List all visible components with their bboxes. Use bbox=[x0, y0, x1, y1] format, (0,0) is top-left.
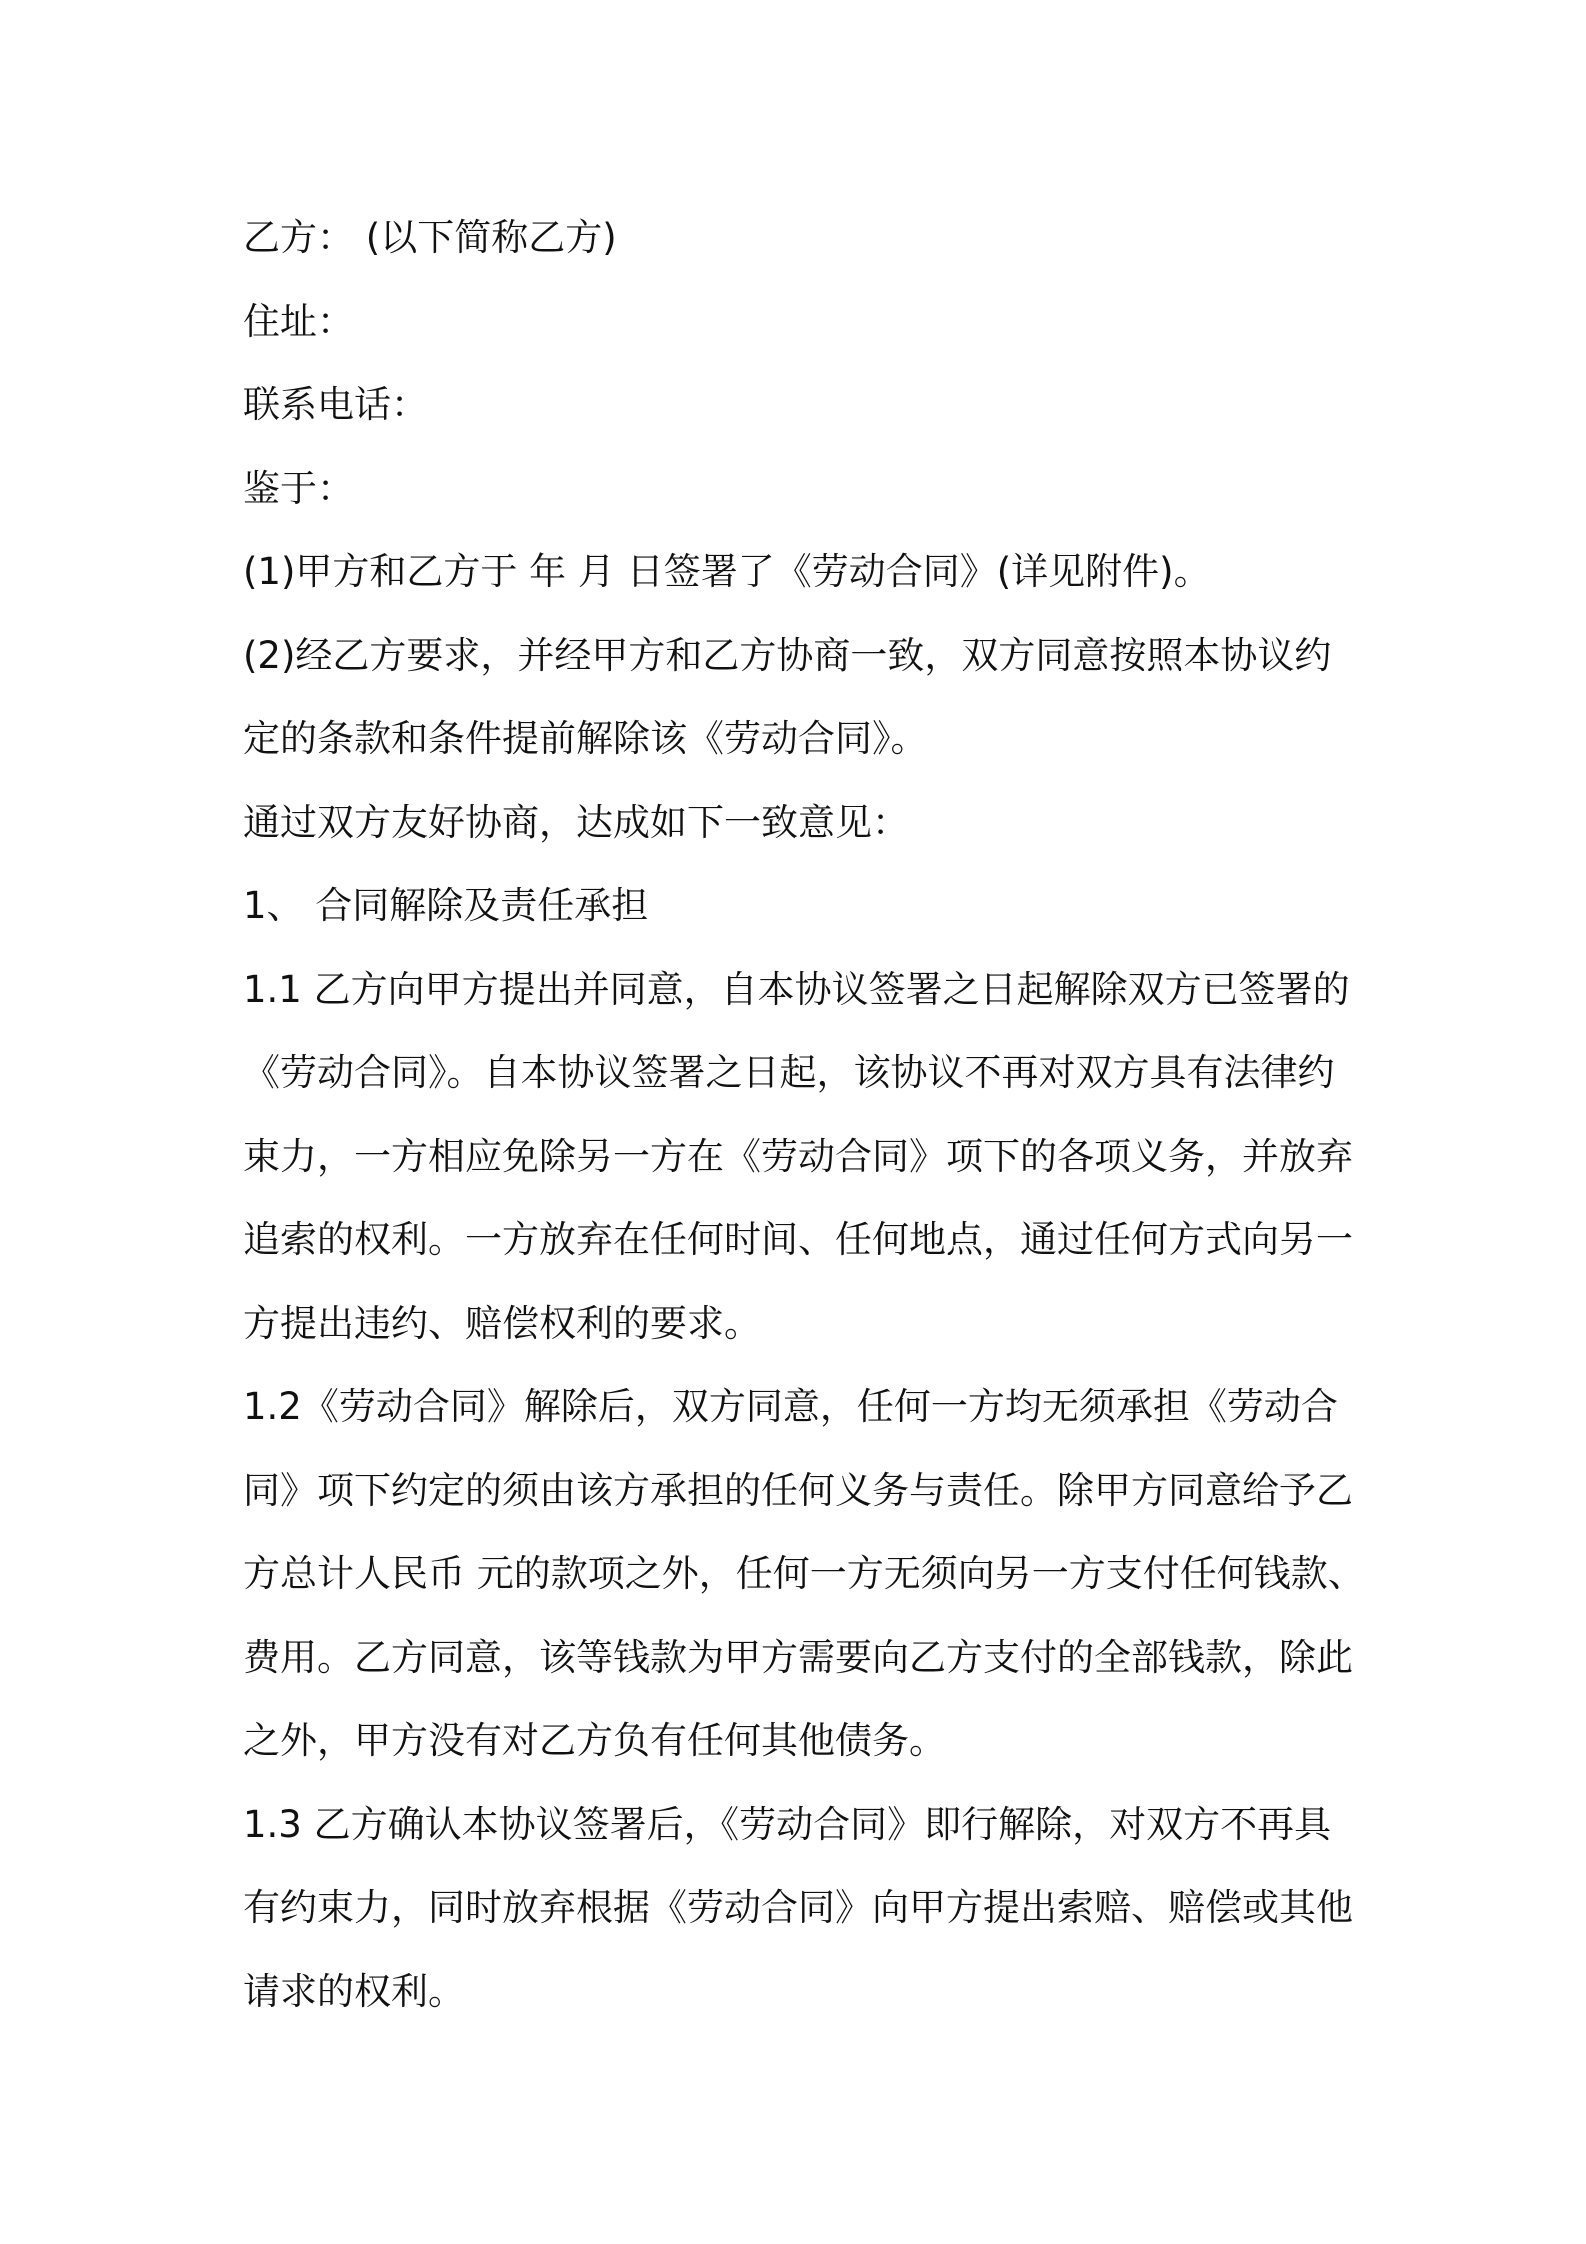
clause-1-1-line-4: 追索的权利。一方放弃在任何时间、任何地点，通过任何方式向另一 bbox=[243, 1218, 1353, 1261]
phone-line: 联系电话： bbox=[243, 383, 428, 426]
clause-1-2-line-1: 1.2《劳动合同》解除后，双方同意，任何一方均无须承担《劳动合 bbox=[243, 1385, 1338, 1428]
clause-1-3-line-2: 有约束力，同时放弃根据《劳动合同》向甲方提出索赔、赔偿或其他 bbox=[243, 1886, 1353, 1929]
whereas-line: 鉴于： bbox=[243, 466, 354, 510]
address-line: 住址： bbox=[243, 299, 354, 343]
section-1-heading: 1、 合同解除及责任承担 bbox=[243, 884, 649, 927]
recital-2-line-1: (2)经乙方要求，并经甲方和乙方协商一致，双方同意按照本协议约 bbox=[243, 633, 1332, 677]
clause-1-3-line-3: 请求的权利。 bbox=[243, 1969, 465, 2013]
party-b-line: 乙方： (以下简称乙方) bbox=[243, 216, 617, 259]
clause-1-2-line-3: 方总计人民币 元的款项之外，任何一方无须向另一方支付任何钱款、 bbox=[243, 1552, 1365, 1595]
recital-2-line-2: 定的条款和条件提前解除该《劳动合同》。 bbox=[243, 717, 928, 760]
agreement-intro: 通过双方友好协商，达成如下一致意见： bbox=[243, 800, 909, 844]
clause-1-1-line-3: 束力，一方相应免除另一方在《劳动合同》项下的各项义务，并放弃 bbox=[243, 1134, 1353, 1178]
clause-1-2-line-4: 费用。乙方同意，该等钱款为甲方需要向乙方支付的全部钱款，除此 bbox=[243, 1635, 1353, 1679]
clause-1-1-line-1: 1.1 乙方向甲方提出并同意，自本协议签署之日起解除双方已签署的 bbox=[243, 967, 1350, 1011]
clause-1-1-line-2: 《劳动合同》。自本协议签署之日起，该协议不再对双方具有法律约 bbox=[243, 1051, 1335, 1094]
clause-1-1-line-5: 方提出违约、赔偿权利的要求。 bbox=[243, 1301, 761, 1345]
document-body bbox=[243, 196, 1373, 2033]
recital-1: (1)甲方和乙方于 年 月 日签署了《劳动合同》(详见附件)。 bbox=[243, 550, 1211, 593]
clause-1-3-line-1: 1.3 乙方确认本协议签署后，《劳动合同》即行解除，对双方不再具 bbox=[243, 1802, 1332, 1846]
clause-1-2-line-5: 之外，甲方没有对乙方负有任何其他债务。 bbox=[243, 1719, 946, 1762]
clause-1-2-line-2: 同》项下约定的须由该方承担的任何义务与责任。除甲方同意给予乙 bbox=[243, 1468, 1353, 1512]
